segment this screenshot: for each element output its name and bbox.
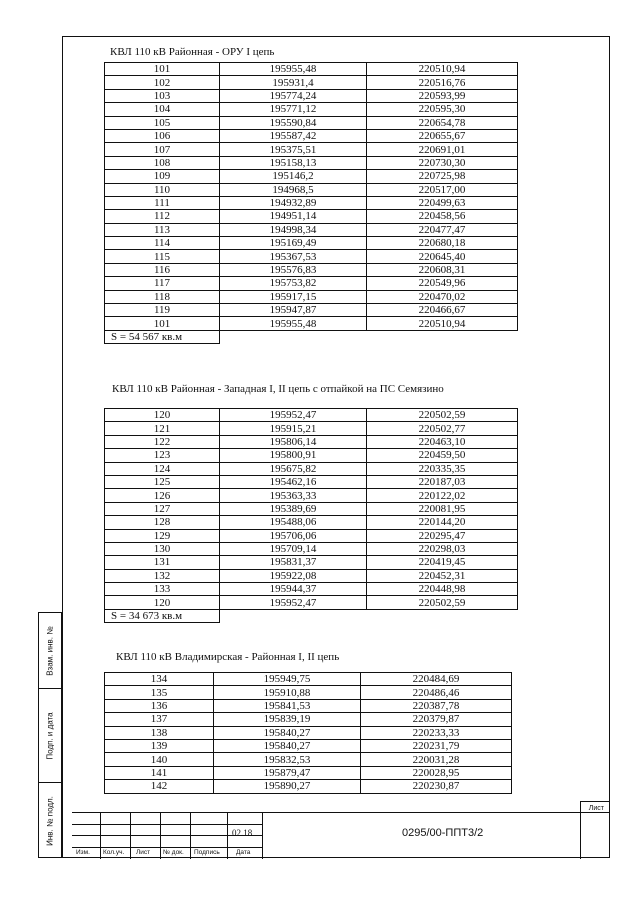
coord-y: 220466,67 [367,304,518,317]
point-number: 132 [105,569,220,582]
point-number: 118 [105,290,220,303]
coord-x: 195910,88 [214,686,361,699]
coord-x: 195709,14 [220,542,367,555]
point-number: 108 [105,156,220,169]
coord-y: 220477,47 [367,223,518,236]
sidebar-label-podp: Подп. и дата [45,711,55,760]
point-number: 105 [105,116,220,129]
point-number: 112 [105,210,220,223]
point-number: 137 [105,713,214,726]
coord-y: 220486,46 [361,686,512,699]
point-number: 109 [105,170,220,183]
coord-y: 220502,59 [367,409,518,422]
table-row [105,502,518,515]
table-row [105,542,518,555]
coord-y: 220517,00 [367,183,518,196]
area-empty-cell [367,330,518,343]
coord-x: 195944,37 [220,583,367,596]
coord-x: 195840,27 [214,739,361,752]
coord-y: 220335,35 [367,462,518,475]
coord-y: 220470,02 [367,290,518,303]
coord-x: 194932,89 [220,196,367,209]
coord-y: 220484,69 [361,673,512,686]
coord-y: 220230,87 [361,780,512,793]
coord-x: 195375,51 [220,143,367,156]
coord-y: 220028,95 [361,766,512,779]
point-number: 107 [105,143,220,156]
point-number: 119 [105,304,220,317]
coord-x: 195839,19 [214,713,361,726]
sidebar-label-inv: Инв. № подл. [45,796,55,846]
point-number: 131 [105,556,220,569]
point-number: 127 [105,502,220,515]
table-row [105,673,512,686]
point-number: 133 [105,583,220,596]
coord-y: 220387,78 [361,699,512,712]
coord-y: 220081,95 [367,502,518,515]
coord-x: 195488,06 [220,516,367,529]
coord-y: 220379,87 [361,713,512,726]
table-row [105,317,518,330]
coord-x: 195841,53 [214,699,361,712]
coord-x: 195389,69 [220,502,367,515]
coord-y: 220499,63 [367,196,518,209]
sheet-label: Лист [588,805,604,812]
coord-y: 220608,31 [367,263,518,276]
stamp-label-podpis: Подпись [194,849,220,856]
table-row [105,277,518,290]
coord-x: 194951,14 [220,210,367,223]
area-empty-cell [220,330,367,343]
table-row [105,766,512,779]
table-row [105,596,518,609]
coord-x: 195915,21 [220,422,367,435]
document-code: 0295/00-ППТ3/2 [402,827,484,839]
coords-table-1 [104,62,518,344]
coord-x: 194968,5 [220,183,367,196]
coord-y: 220730,30 [367,156,518,169]
stamp-label-data: Дата [236,849,251,856]
coord-x: 195367,53 [220,250,367,263]
point-number: 134 [105,673,214,686]
coord-y: 220654,78 [367,116,518,129]
coord-x: 195706,06 [220,529,367,542]
point-number: 113 [105,223,220,236]
stamp-label-izm: Изм. [76,849,90,856]
point-number: 140 [105,753,214,766]
table-row [105,686,512,699]
coord-x: 195831,37 [220,556,367,569]
coord-y: 220295,47 [367,529,518,542]
area-value: S = 34 673 кв.м [105,609,220,622]
coord-x: 195949,75 [214,673,361,686]
coord-x: 195800,91 [220,449,367,462]
table-row [105,516,518,529]
area-value: S = 54 567 кв.м [105,330,220,343]
coord-y: 220510,94 [367,63,518,76]
stamp-date-value: 02.18 [232,828,253,838]
table-row [105,103,518,116]
coord-y: 220549,96 [367,277,518,290]
point-number: 116 [105,263,220,276]
coord-x: 195955,48 [220,317,367,330]
table-row [105,143,518,156]
table-row [105,304,518,317]
table-row [105,183,518,196]
table-row [105,196,518,209]
coord-y: 220419,45 [367,556,518,569]
sidebar-cell-vzam [39,613,61,689]
left-stamp-column [38,612,62,858]
coord-y: 220516,76 [367,76,518,89]
coord-x: 195462,16 [220,475,367,488]
coord-y: 220680,18 [367,237,518,250]
point-number: 120 [105,409,220,422]
coord-x: 195590,84 [220,116,367,129]
coord-x: 195587,42 [220,129,367,142]
coord-y: 220187,03 [367,475,518,488]
point-number: 104 [105,103,220,116]
table-row [105,63,518,76]
table-row [105,739,512,752]
coord-x: 195146,2 [220,170,367,183]
point-number: 103 [105,89,220,102]
table-row [105,699,512,712]
table-row [105,237,518,250]
title-block [72,805,610,858]
coord-x: 195917,15 [220,290,367,303]
coord-y: 220691,01 [367,143,518,156]
coord-x: 195890,27 [214,780,361,793]
coord-y: 220144,20 [367,516,518,529]
point-number: 102 [105,76,220,89]
coord-y: 220459,50 [367,449,518,462]
point-number: 139 [105,739,214,752]
table-row [105,726,512,739]
stamp-label-list: Лист [136,849,151,856]
coord-x: 195955,48 [220,63,367,76]
area-empty-cell [220,609,367,622]
point-number: 106 [105,129,220,142]
coord-y: 220655,67 [367,129,518,142]
coord-y: 220645,40 [367,250,518,263]
point-number: 130 [105,542,220,555]
point-number: 138 [105,726,214,739]
point-number: 101 [105,317,220,330]
point-number: 142 [105,780,214,793]
table-row [105,263,518,276]
coords-table-3 [104,672,512,794]
sidebar-cell-podp [39,689,61,783]
area-row [105,330,518,343]
table-row [105,462,518,475]
table-row [105,583,518,596]
table-row [105,435,518,448]
point-number: 117 [105,277,220,290]
coord-x: 195774,24 [220,89,367,102]
point-number: 136 [105,699,214,712]
point-number: 120 [105,596,220,609]
coord-y: 220458,56 [367,210,518,223]
coord-x: 195947,87 [220,304,367,317]
coord-x: 194998,34 [220,223,367,236]
point-number: 126 [105,489,220,502]
coord-y: 220510,94 [367,317,518,330]
coord-y: 220595,30 [367,103,518,116]
coord-y: 220231,79 [361,739,512,752]
table-row [105,116,518,129]
point-number: 128 [105,516,220,529]
area-empty-cell [367,609,518,622]
coord-x: 195806,14 [220,435,367,448]
coord-y: 220233,33 [361,726,512,739]
table-row [105,489,518,502]
coord-y: 220031,28 [361,753,512,766]
coord-y: 220298,03 [367,542,518,555]
table-row [105,409,518,422]
sidebar-label-vzam: Взам. инв. № [45,625,55,676]
sidebar-cell-inv [39,783,61,859]
table-row [105,170,518,183]
table-row [105,529,518,542]
coord-y: 220448,98 [367,583,518,596]
coord-x: 195832,53 [214,753,361,766]
coord-y: 220502,77 [367,422,518,435]
coord-y: 220725,98 [367,170,518,183]
coord-y: 220593,99 [367,89,518,102]
table-row [105,76,518,89]
point-number: 101 [105,63,220,76]
stamp-label-kolvo: Кол.уч. [103,849,125,856]
coord-y: 220502,59 [367,596,518,609]
table-row [105,475,518,488]
table-row [105,780,512,793]
point-number: 124 [105,462,220,475]
coord-x: 195922,08 [220,569,367,582]
coord-x: 195576,83 [220,263,367,276]
table-row [105,556,518,569]
table-row [105,210,518,223]
coord-x: 195931,4 [220,76,367,89]
table-row [105,422,518,435]
table-row [105,290,518,303]
point-number: 122 [105,435,220,448]
point-number: 110 [105,183,220,196]
coord-y: 220463,10 [367,435,518,448]
section-title-2: КВЛ 110 кВ Районная - Западная I, II цепь с отпайкой на ПС Семязино [112,383,444,395]
point-number: 111 [105,196,220,209]
table-row [105,89,518,102]
table-row [105,713,512,726]
coord-x: 195169,49 [220,237,367,250]
coord-x: 195952,47 [220,409,367,422]
point-number: 125 [105,475,220,488]
section-title-3: КВЛ 110 кВ Владимирская - Районная I, II цепь [116,651,340,663]
coord-x: 195771,12 [220,103,367,116]
coord-x: 195363,33 [220,489,367,502]
point-number: 121 [105,422,220,435]
coord-x: 195840,27 [214,726,361,739]
coord-x: 195753,82 [220,277,367,290]
section-title-1: КВЛ 110 кВ Районная - ОРУ I цепь [110,46,275,58]
point-number: 114 [105,237,220,250]
coord-x: 195675,82 [220,462,367,475]
coord-y: 220122,02 [367,489,518,502]
table-row [105,129,518,142]
point-number: 115 [105,250,220,263]
area-row [105,609,518,622]
table-row [105,250,518,263]
point-number: 135 [105,686,214,699]
table-row [105,156,518,169]
coord-x: 195158,13 [220,156,367,169]
coord-x: 195952,47 [220,596,367,609]
table-row [105,569,518,582]
table-row [105,753,512,766]
table-row [105,449,518,462]
table-row [105,223,518,236]
stamp-label-ndok: № док. [163,849,184,856]
point-number: 141 [105,766,214,779]
coords-table-2 [104,408,518,623]
point-number: 129 [105,529,220,542]
point-number: 123 [105,449,220,462]
coord-y: 220452,31 [367,569,518,582]
coord-x: 195879,47 [214,766,361,779]
